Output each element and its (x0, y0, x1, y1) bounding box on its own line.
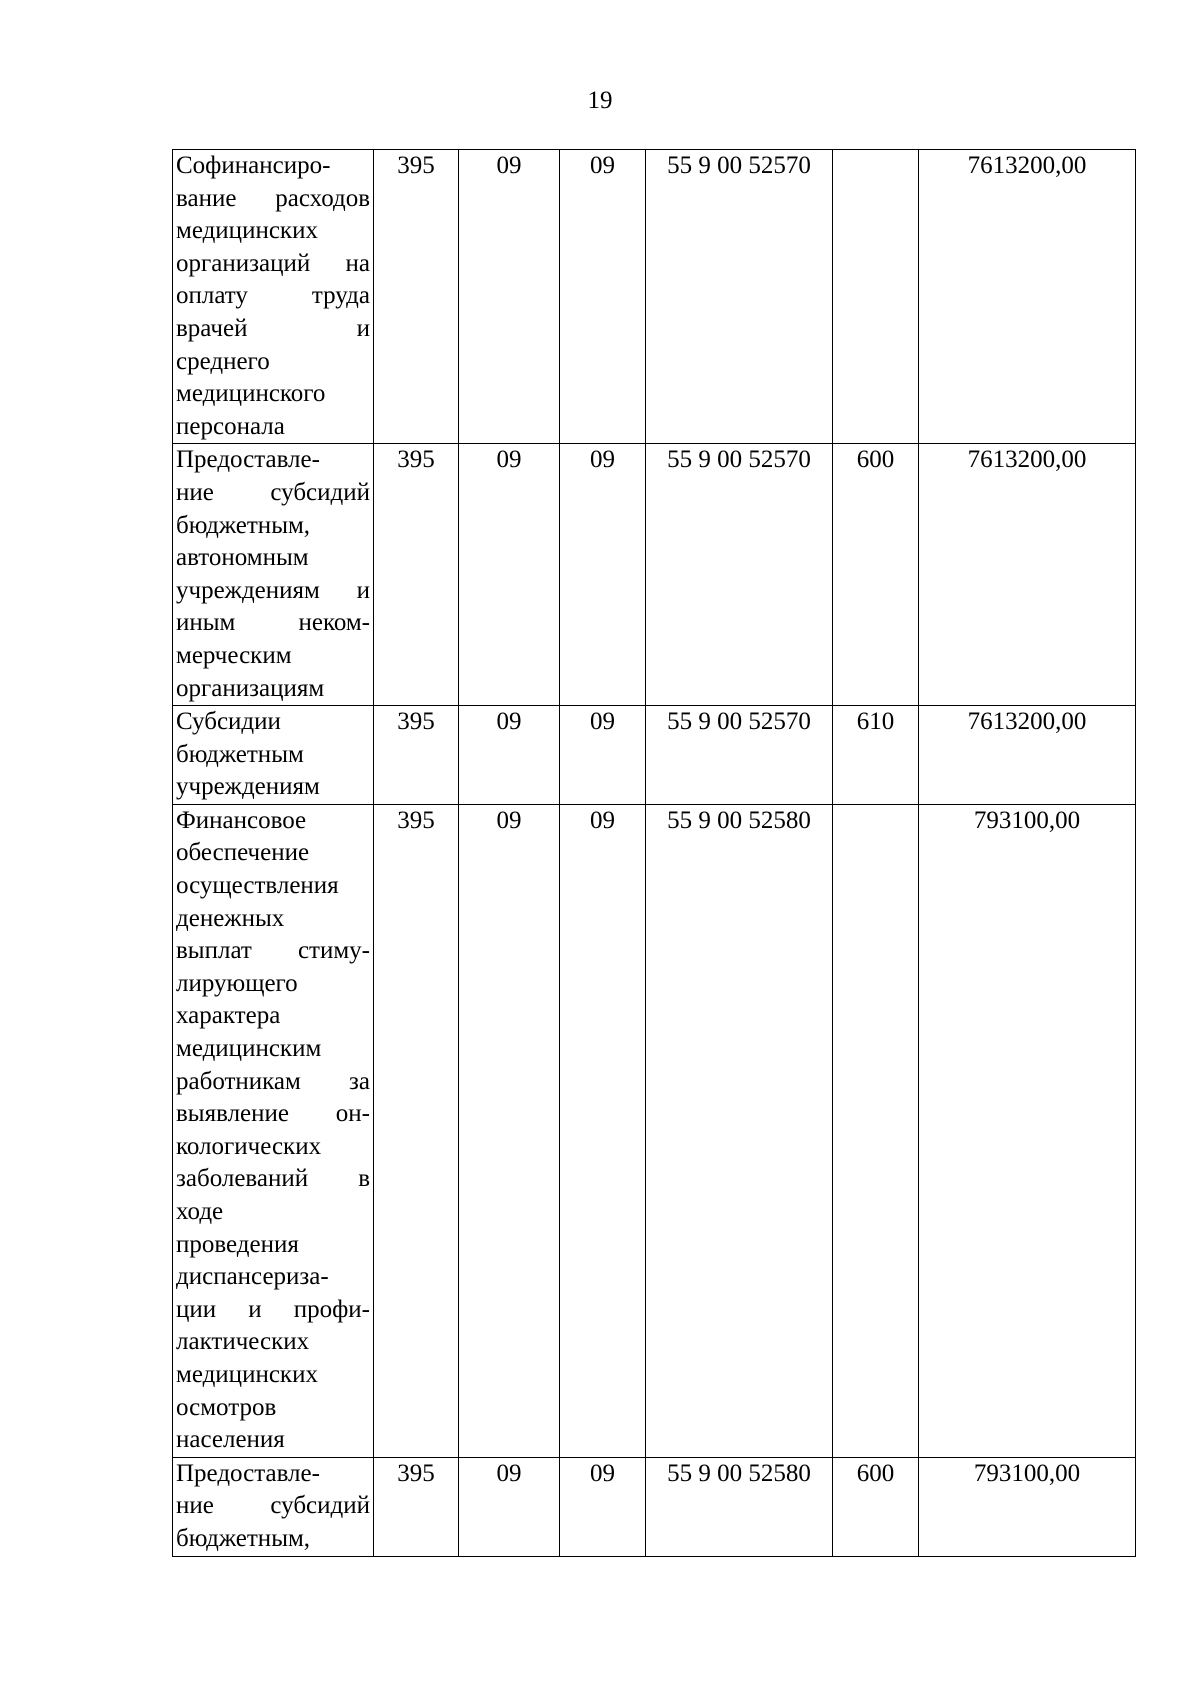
name-word: проведения (176, 1230, 299, 1258)
name-word: организаций (176, 249, 311, 277)
amount-cell: 7613200,00 (919, 706, 1136, 805)
name-line (176, 346, 370, 379)
pr-cell: 09 (560, 804, 646, 1457)
name-word: бюджетным, (176, 1524, 311, 1552)
gr-cell: 395 (374, 444, 459, 706)
name-word: выплат (176, 937, 252, 965)
name-word: денежных (176, 904, 285, 932)
name-line (176, 1066, 370, 1099)
name-line (176, 607, 370, 640)
csr-cell: 55 9 00 52580 (646, 804, 833, 1457)
name-line (176, 411, 370, 444)
name-line (176, 150, 370, 183)
pr-cell: 09 (560, 444, 646, 706)
name-word: лирующего (176, 969, 298, 997)
name-line (176, 1000, 370, 1033)
name-word: выявление (176, 1100, 290, 1128)
name-line (176, 1359, 370, 1392)
name-word: Софинансиро- (176, 152, 331, 179)
vr-cell: 600 (833, 444, 919, 706)
name-line (176, 444, 370, 477)
name-line (176, 1131, 370, 1164)
name-line (176, 640, 370, 673)
name-word: Финансовое (176, 806, 307, 834)
table-row (173, 706, 1136, 805)
rz-cell: 09 (459, 706, 560, 805)
name-word: ходе (176, 1198, 224, 1225)
name-word: и (356, 314, 370, 342)
name-line (176, 1261, 370, 1294)
name-word: учреждениям (176, 773, 320, 801)
name-line (176, 280, 370, 313)
amount-cell: 7613200,00 (919, 444, 1136, 706)
name-word: в (358, 1165, 370, 1193)
name-line (176, 575, 370, 608)
name-line (176, 542, 370, 575)
name-word: ние (176, 478, 214, 506)
name-word: стиму- (297, 937, 370, 965)
name-word: вание (176, 184, 237, 212)
row-name-cell (173, 804, 374, 1457)
name-line (176, 771, 370, 804)
name-word: за (349, 1067, 370, 1095)
name-line (176, 739, 370, 772)
name-word: персонала (176, 412, 285, 440)
name-word: лактических (176, 1328, 310, 1356)
name-line (176, 1326, 370, 1359)
name-word: мерческим (176, 641, 292, 669)
name-line (176, 1229, 370, 1262)
name-line (176, 1424, 370, 1457)
name-word: учреждениям (176, 576, 320, 604)
name-word: труда (311, 282, 370, 310)
name-line (176, 183, 370, 216)
vr-cell (833, 804, 919, 1457)
page-number: 19 (587, 87, 613, 114)
rz-cell: 09 (459, 1457, 560, 1556)
vr-cell (833, 150, 919, 444)
name-word: обеспечение (176, 839, 310, 867)
gr-cell: 395 (374, 1457, 459, 1556)
name-word: расходов (275, 184, 370, 212)
name-line (176, 248, 370, 281)
name-word: оплату (176, 282, 248, 310)
gr-cell: 395 (374, 804, 459, 1457)
name-line (176, 1392, 370, 1425)
name-word: бюджетным (176, 740, 304, 768)
name-word: субсидий (270, 478, 370, 506)
name-line (176, 1163, 370, 1196)
row-name-cell (173, 444, 374, 706)
row-name-cell (173, 706, 374, 805)
name-line (176, 477, 370, 510)
name-line (176, 935, 370, 968)
name-line (176, 968, 370, 1001)
name-word: ние (176, 1492, 214, 1520)
csr-cell: 55 9 00 52570 (646, 150, 833, 444)
table-row (173, 150, 1136, 444)
table-body (173, 150, 1136, 1557)
csr-cell: 55 9 00 52580 (646, 1457, 833, 1556)
amount-cell: 793100,00 (919, 1457, 1136, 1556)
name-word: врачей (176, 314, 248, 342)
gr-cell: 395 (374, 706, 459, 805)
name-line (176, 1098, 370, 1131)
name-word: неком- (298, 609, 370, 637)
name-line (176, 378, 370, 411)
name-word: и (248, 1295, 262, 1323)
name-line (176, 1490, 370, 1523)
rz-cell: 09 (459, 444, 560, 706)
name-word: ции (176, 1295, 217, 1323)
amount-cell: 7613200,00 (919, 150, 1136, 444)
name-line (176, 805, 370, 838)
name-line (176, 313, 370, 346)
name-line (176, 510, 370, 543)
name-word: Предоставле- (176, 1459, 320, 1487)
rz-cell: 09 (459, 804, 560, 1457)
rz-cell: 09 (459, 150, 560, 444)
row-name-cell (173, 150, 374, 444)
name-line (176, 215, 370, 248)
name-word: характера (176, 1002, 281, 1030)
name-word: и (356, 576, 370, 604)
name-word: иным (176, 609, 236, 637)
pr-cell: 09 (560, 706, 646, 805)
name-line (176, 1523, 370, 1556)
name-word: организациям (176, 674, 325, 702)
table-row (173, 1457, 1136, 1556)
name-word: Предоставле- (176, 446, 320, 474)
csr-cell: 55 9 00 52570 (646, 444, 833, 706)
name-line (176, 673, 370, 706)
name-word: профи- (293, 1295, 370, 1323)
name-line (176, 837, 370, 870)
name-word: осуществления (176, 872, 339, 900)
name-word: осмотров (176, 1393, 277, 1421)
gr-cell: 395 (374, 150, 459, 444)
name-line (176, 903, 370, 936)
name-word: заболеваний (176, 1165, 309, 1193)
budget-table (172, 149, 1136, 1557)
name-line (176, 870, 370, 903)
pr-cell: 09 (560, 1457, 646, 1556)
name-word: населения (176, 1426, 285, 1454)
name-word: медицинских (176, 217, 318, 245)
name-word: диспансериза- (176, 1263, 329, 1291)
name-line (176, 1196, 370, 1229)
name-word: медицинских (176, 1360, 318, 1388)
name-word: субсидий (270, 1492, 370, 1520)
name-word: на (345, 249, 370, 277)
row-name-cell (173, 1457, 374, 1556)
name-word: кологических (176, 1132, 322, 1160)
name-word: работникам (176, 1067, 301, 1095)
pr-cell: 09 (560, 150, 646, 444)
vr-cell: 610 (833, 706, 919, 805)
name-word: медицинского (176, 380, 326, 408)
name-word: он- (335, 1100, 370, 1128)
amount-cell: 793100,00 (919, 804, 1136, 1457)
name-word: медицинским (176, 1035, 322, 1063)
name-word: автономным (176, 544, 309, 572)
table-row (173, 804, 1136, 1457)
name-line (176, 706, 370, 739)
name-word: Субсидии (176, 708, 281, 736)
name-line (176, 1294, 370, 1327)
table-row (173, 444, 1136, 706)
name-word: среднего (176, 347, 270, 375)
name-line (176, 1458, 370, 1491)
name-line (176, 1033, 370, 1066)
csr-cell: 55 9 00 52570 (646, 706, 833, 805)
name-word: бюджетным, (176, 511, 311, 539)
vr-cell: 600 (833, 1457, 919, 1556)
